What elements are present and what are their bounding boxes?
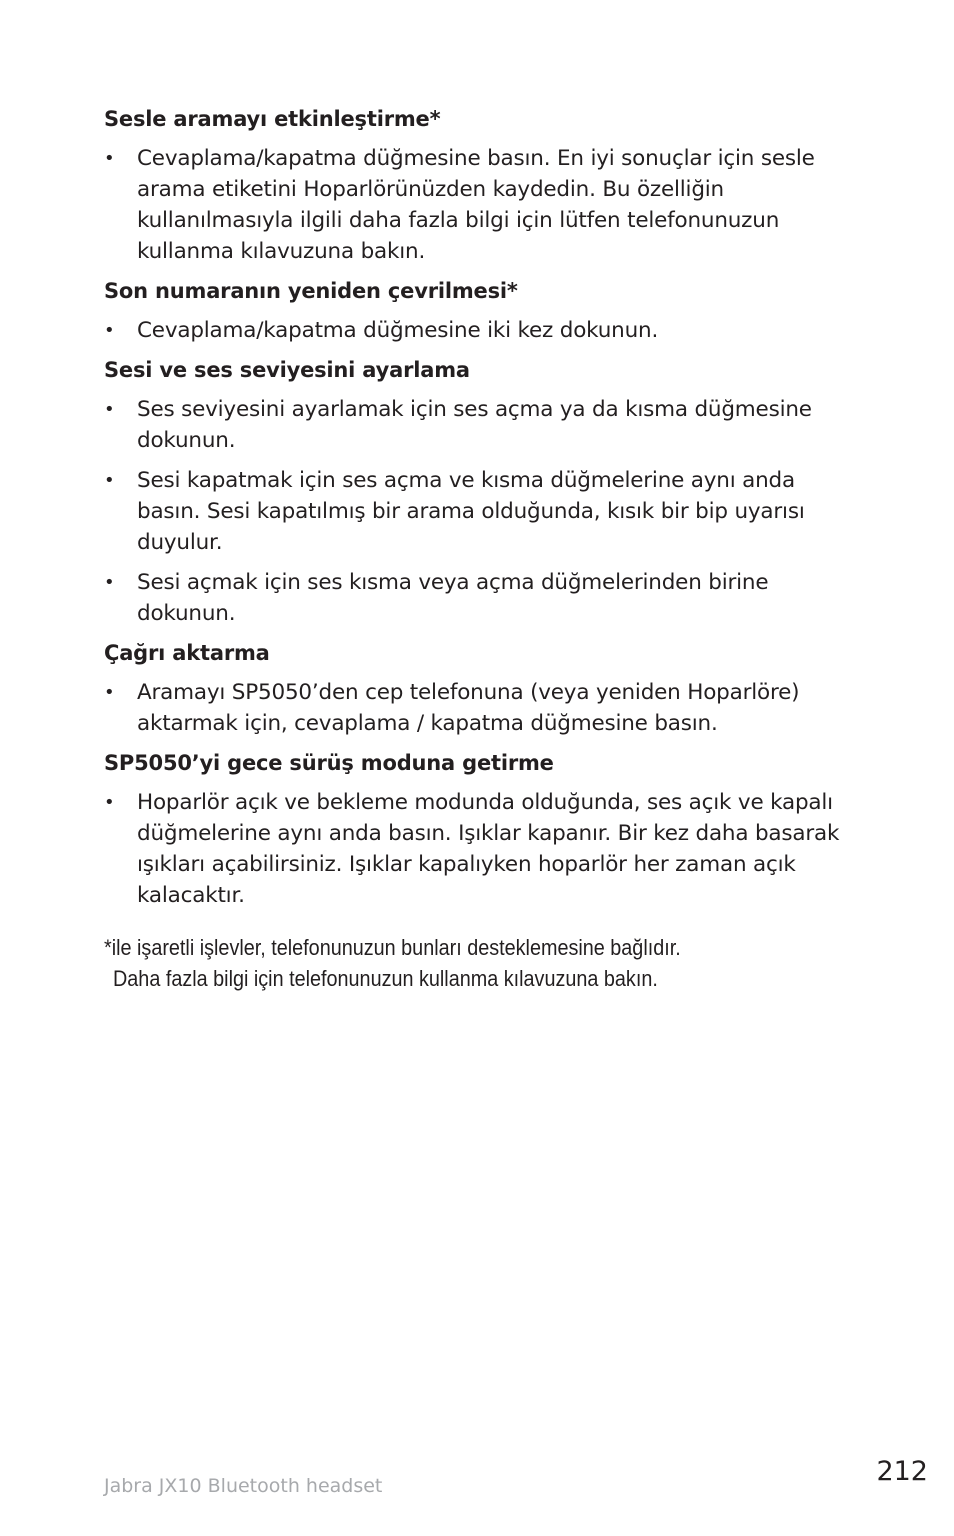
footnote-line: *ile işaretli işlevler, telefonunuzun bunları desteklemesine bağlıdır. [104, 935, 681, 960]
section [104, 104, 864, 267]
bullet-item [104, 315, 864, 346]
bullet-item [104, 567, 864, 629]
bullet-item [104, 394, 864, 456]
bullet-dot-icon: • [104, 470, 115, 491]
bullet-list [104, 394, 864, 629]
footnote [104, 932, 788, 994]
section-heading: Son numaranın yeniden çevrilmesi* [104, 279, 518, 303]
section-heading: Sesi ve ses seviyesini ayarlama [104, 358, 470, 382]
section [104, 638, 864, 739]
bullet-text: Ses seviyesini ayarlamak için ses açma ya da kısma düğmesine dokunun. [137, 397, 812, 453]
bullet-text: Sesi kapatmak için ses açma ve kısma düğmelerine aynı anda basın. Sesi kapatılmış bir arama olduğunda, kısık bir bip uyarısı duyulur. [137, 468, 805, 555]
section-heading: Sesle aramayı etkinleştirme* [104, 107, 441, 131]
bullet-text: Sesi açmak için ses kısma veya açma düğmelerinden birine dokunun. [137, 570, 769, 626]
running-footer-title: Jabra JX10 Bluetooth headset [104, 1475, 383, 1497]
bullet-text: Aramayı SP5050’den cep telefonuna (veya yeniden Hoparlöre) aktarmak için, cevaplama / kapatma düğmesine basın. [137, 680, 800, 736]
page-number: 212 [876, 1456, 928, 1487]
bullet-list [104, 677, 864, 739]
section [104, 276, 864, 346]
bullet-dot-icon: • [104, 682, 115, 703]
bullet-list [104, 787, 864, 911]
bullet-dot-icon: • [104, 399, 115, 420]
section-heading: Çağrı aktarma [104, 641, 270, 665]
bullet-text: Hoparlör açık ve bekleme modunda olduğunda, ses açık ve kapalı düğmelerine aynı anda basın. Işıklar kapanır. Bir kez daha basarak ışıkları açabilirsiniz. Işıklar kapalıyken hoparlör her zaman açık kalacaktır. [137, 790, 840, 908]
bullet-dot-icon: • [104, 572, 115, 593]
bullet-item [104, 143, 864, 267]
bullet-item [104, 465, 864, 558]
bullet-dot-icon: • [104, 148, 115, 169]
bullet-list [104, 315, 864, 346]
bullet-text: Cevaplama/kapatma düğmesine basın. En iyi sonuçlar için sesle arama etiketini Hoparlörünüzden kaydedin. Bu özelliğin kullanılmasıyla ilgili daha fazla bilgi için lütfen telefonunuzun kullanma kılavuzuna bakın. [137, 146, 815, 264]
section [104, 748, 864, 911]
footnote-line: Daha fazla bilgi için telefonunuzun kullanma kılavuzuna bakın. [113, 966, 658, 991]
page-content [104, 104, 864, 920]
bullet-item [104, 677, 864, 739]
bullet-dot-icon: • [104, 320, 115, 341]
section-heading: SP5050’yi gece sürüş moduna getirme [104, 751, 554, 775]
bullet-text: Cevaplama/kapatma düğmesine iki kez dokunun. [137, 318, 659, 343]
bullet-item [104, 787, 864, 911]
section [104, 355, 864, 629]
bullet-dot-icon: • [104, 792, 115, 813]
bullet-list [104, 143, 864, 267]
